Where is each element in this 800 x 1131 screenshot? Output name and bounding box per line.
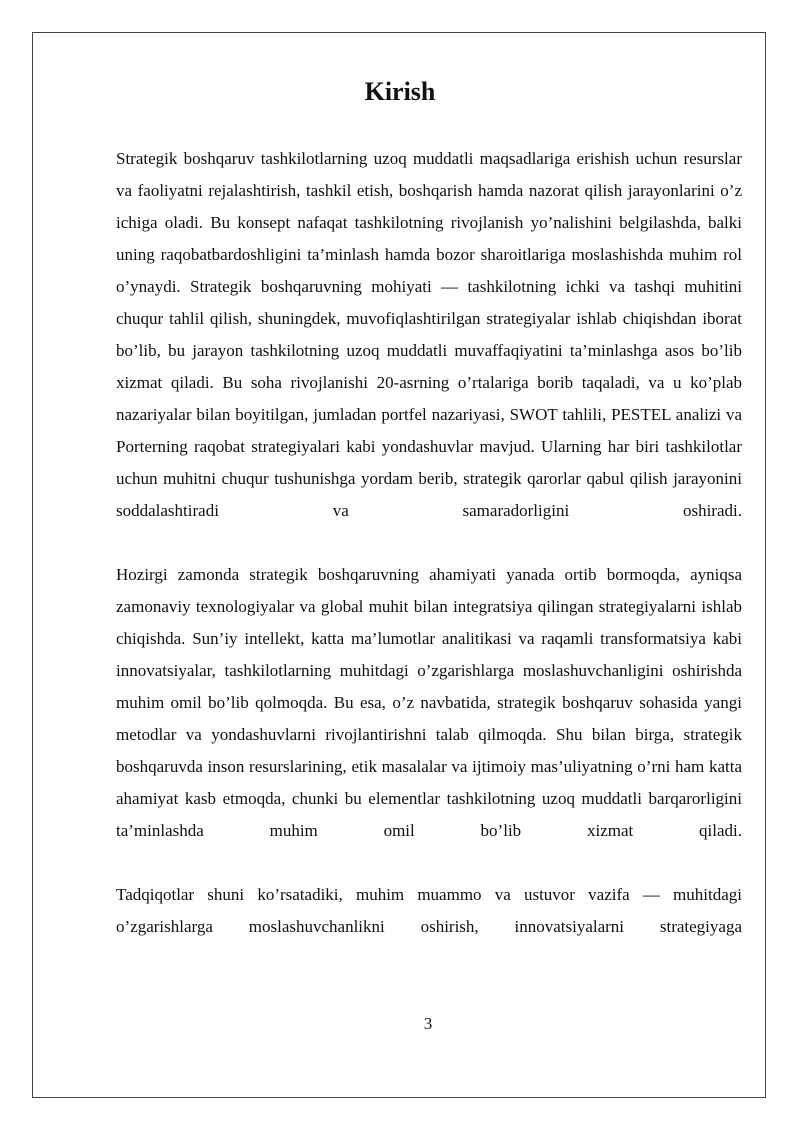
paragraph-1: Strategik boshqaruv tashkilotlarning uzoq muddatli maqsadlariga erishish uchun resurslar va faoliyatni rejalashtirish, tashkil etish, boshqarish hamda nazorat qilish jarayonlarini o’z ichiga oladi. Bu konsept nafaqat tashkilotning rivojlanish yo’nalishini belgilashda, balki uning raqobatbardoshligini ta’minlash hamda bozor sharoitlariga moslashishda muhim rol o’ynaydi. Strategik boshqaruvning mohiyati — tashkilotning ichki va tashqi muhitini chuqur tahlil qilish, shuningdek, muvofiqlashtirilgan strategiyalar ishlab chiqishdan iborat bo’lib, bu jarayon tashkilotning uzoq muddatli muvaffaqiyatini ta’minlashga asos bo’lib xizmat qiladi. Bu soha rivojlanishi 20-asrning o’rtalariga borib taqaladi, va u ko’plab nazariyalar bilan boyitilgan, jumladan portfel nazariyasi, SWOT tahlili, PESTEL analizi va Porterning raqobat strategiyalari kabi yondashuvlar mavjud. Ularning har biri tashkilotlar uchun muhitni chuqur tushunishga yordam berib, strategik qarorlar qabul qilish jarayonini soddalashtiradi va samaradorligini oshiradi. xyxy=(116,149,742,520)
paragraph-2: Hozirgi zamonda strategik boshqaruvning ahamiyati yanada ortib bormoqda, ayniqsa zamonaviy texnologiyalar va global muhit bilan integratsiya qilingan strategiyalarni ishlab chiqishda. Sun’iy intellekt, katta ma’lumotlar analitikasi va raqamli transformatsiya kabi innovatsiyalar, tashkilotlarning muhitdagi o’zgarishlarga moslashuvchanligini oshirishda muhim omil bo’lib qolmoqda. Bu esa, o’z navbatida, strategik boshqaruv sohasida yangi metodlar va yondashuvlarni rivojlantirishni talab qilmoqda. Shu bilan birga, strategik boshqaruvda inson resurslarining, etik masalalar va ijtimoiy mas’uliyatning o’rni ham katta ahamiyat kasb etmoqda, chunki bu elementlar tashkilotning uzoq muddatli barqarorligini ta’minlashda muhim omil bo’lib xizmat qiladi. xyxy=(116,565,742,840)
paragraph-3: Tadqiqotlar shuni ko’rsatadiki, muhim muammo va ustuvor vazifa — muhitdagi o’zgarishlarga moslashuvchanlikni oshirish, innovatsiyalarni strategiyaga xyxy=(116,885,742,936)
body-text xyxy=(116,143,742,943)
page-number: 3 xyxy=(423,1014,433,1033)
page-title: Kirish xyxy=(364,77,436,106)
